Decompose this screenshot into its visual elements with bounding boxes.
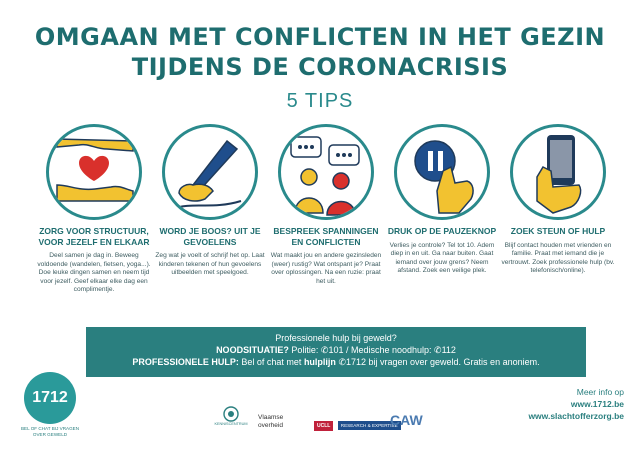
prof-help-text-2: ✆1712 bij vragen over geweld. Gratis en anoniem. — [335, 357, 540, 367]
prof-help-label: PROFESSIONELE HULP: — [132, 357, 239, 367]
tip-4-body: Verlies je controle? Tel tot 10. Adem diep in en uit. Ga naar buiten. Gaat iemand over jouw grens? Neem afstand. Zoek een veilige plek. — [389, 241, 495, 275]
kenniscentrum-logo — [210, 406, 252, 430]
phone-hand-icon — [510, 124, 606, 220]
noodsituatie-text: Politie: ✆101 / Medische noodhulp: ✆112 — [288, 345, 456, 355]
ucll-label: UCLL — [314, 421, 333, 431]
title-line-2: TIJDENS DE CORONACRISIS — [131, 53, 509, 81]
tip-3-heading: BESPREEK SPANNINGEN EN CONFLICTEN — [273, 226, 379, 247]
logo-1712-block — [14, 372, 86, 437]
url-slachtofferzorg-link[interactable]: www.slachtofferzorg.be — [528, 411, 624, 421]
poster-subtitle: 5 TIPS — [286, 90, 354, 112]
tip-5-heading: ZOEK STEUN OF HULP — [510, 226, 606, 236]
tip-4 — [384, 124, 500, 276]
help-line-1: Professionele hulp bij geweld? — [275, 333, 397, 343]
tip-3 — [268, 124, 384, 286]
tips-row — [36, 124, 616, 334]
tip-2 — [152, 124, 268, 278]
tip-5 — [500, 124, 616, 276]
tip-4-heading: DRUK OP DE PAUZEKNOP — [387, 226, 497, 236]
prof-help-text-1: Bel of chat met — [238, 357, 304, 367]
logo-1712-subtitle: BEL OF CHAT BIJ VRAGEN OVER GEWELD — [20, 426, 80, 437]
footer-info — [528, 386, 624, 422]
overheid-label: overheid — [258, 421, 283, 429]
tip-1 — [36, 124, 152, 295]
conversation-icon — [278, 124, 374, 220]
prof-help-hulplijn: hulplijn — [303, 357, 336, 367]
tip-2-body: Zeg wat je voelt of schrijf het op. Laat kinderen tekenen of hun gevoelens uitbeelden met speelgoed. — [155, 252, 265, 277]
help-line-3 — [86, 356, 586, 368]
vlaamse-overheid-logo — [258, 414, 283, 438]
kenniscentrum-label: KENNISCENTRUM — [214, 422, 248, 426]
vlaamse-label: Vlaamse — [258, 414, 284, 421]
noodsituatie-label: NOODSITUATIE? — [216, 345, 289, 355]
ucll-logo — [314, 414, 401, 438]
kenniscentrum-mark-icon — [219, 406, 243, 422]
tip-5-body: Blijf contact houden met vrienden en familie. Praat met iemand die je vertrouwt. Zoek professionele hulp (bv. telefonisch/online). — [501, 241, 615, 275]
pen-writing-icon — [162, 124, 258, 220]
meer-info-label: Meer info op — [576, 387, 624, 397]
tip-3-body: Wat maakt jou en andere gezinsleden (weer) rustig? Wat ontspant je? Praat over oplossingen. Na een ruzie: praat het uit. — [270, 252, 382, 285]
help-band — [86, 327, 586, 377]
ucll-research-label: RESEARCH & EXPERTISE — [338, 421, 401, 430]
tip-2-heading: WORD JE BOOS? UIT JE GEVOELENS — [159, 226, 261, 247]
tip-1-body: Deel samen je dag in. Beweeg voldoende (wandelen, fietsen, yoga...). Doe leuke dingen samen en neem tijd voor jezelf. Geef elkaar elke dag een complimentje. — [37, 252, 151, 294]
help-line-2 — [86, 344, 586, 356]
pause-button-icon — [394, 124, 490, 220]
url-1712-link[interactable]: www.1712.be — [570, 399, 624, 409]
heart-hands-icon — [46, 124, 142, 220]
poster-title — [0, 22, 640, 82]
logo-1712: 1712 — [24, 372, 76, 424]
caw-logo: CAW — [390, 412, 423, 428]
tip-1-heading: ZORG VOOR STRUCTUUR, VOOR JEZELF EN ELKAAR — [38, 226, 150, 247]
title-line-1: OMGAAN MET CONFLICTEN IN HET GEZIN — [34, 23, 606, 51]
partner-logos — [200, 402, 450, 442]
